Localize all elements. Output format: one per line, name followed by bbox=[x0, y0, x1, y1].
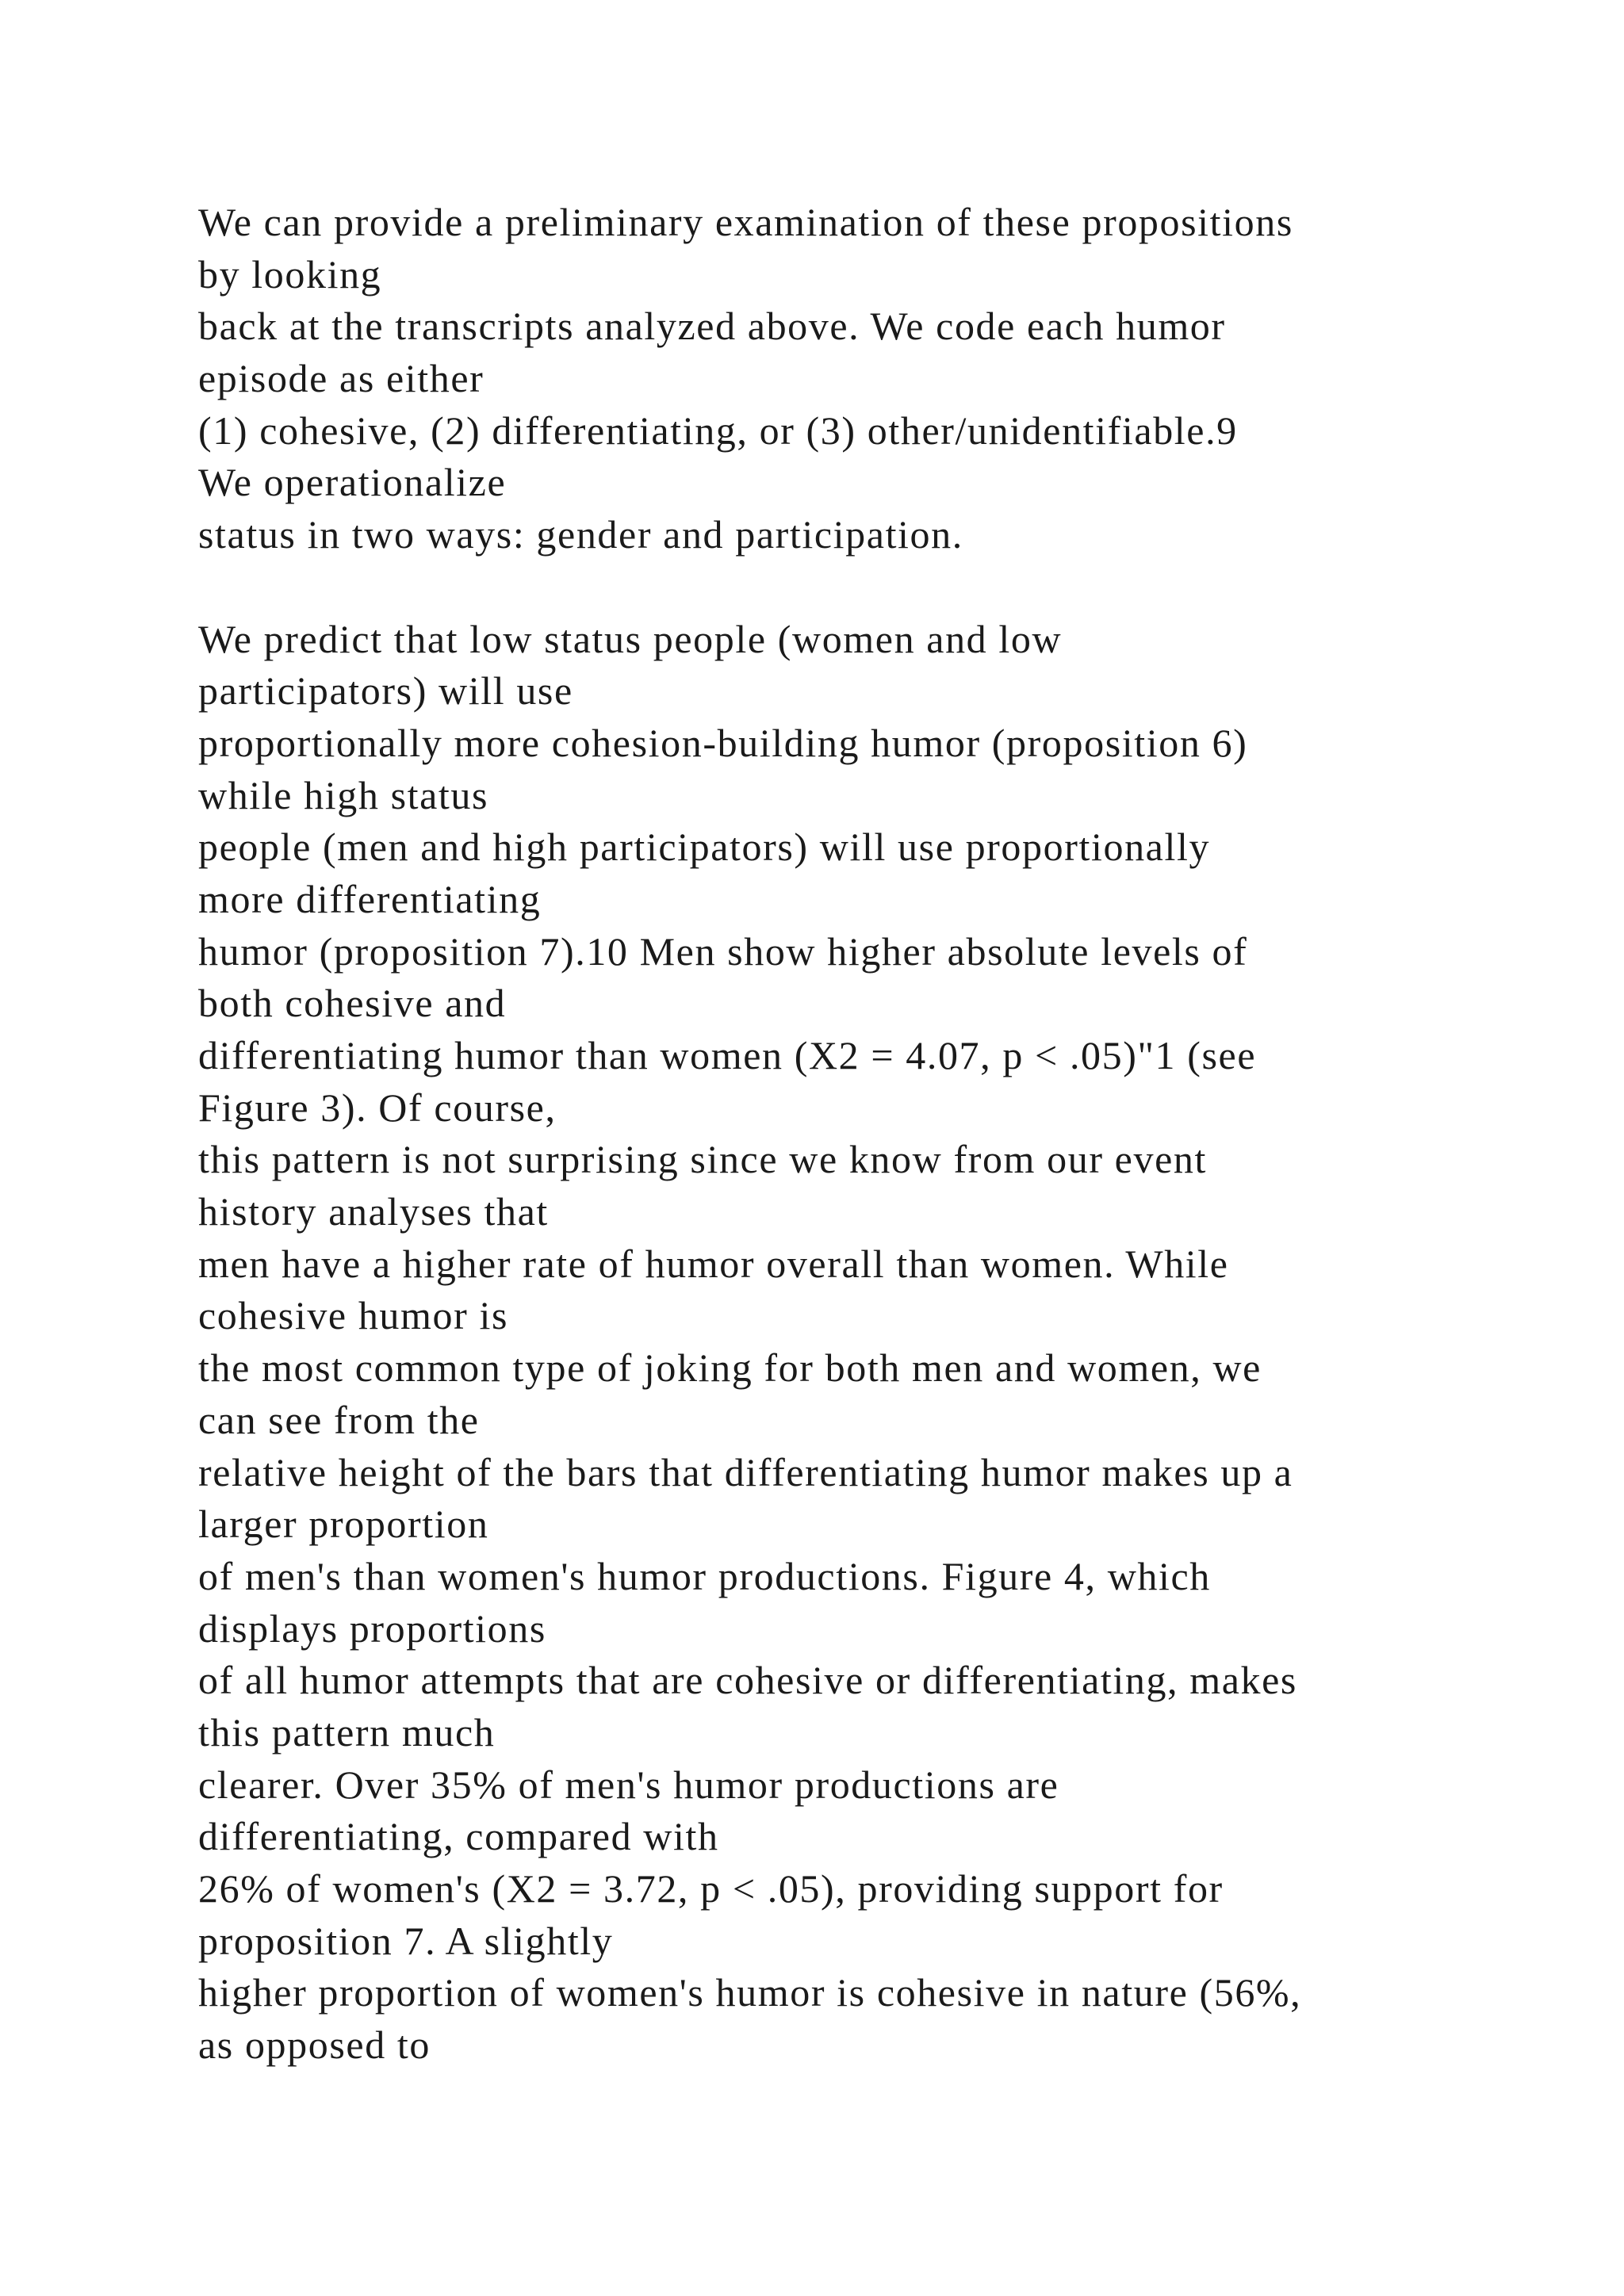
text-line: men have a higher rate of humor overall than women. While bbox=[198, 1241, 1229, 1286]
text-line: history analyses that bbox=[198, 1189, 549, 1234]
text-line: We can provide a preliminary examination of these propositions bbox=[198, 200, 1293, 244]
text-line: proportionally more cohesion-building humor (proposition 6) bbox=[198, 720, 1248, 765]
text-line: this pattern much bbox=[198, 1709, 496, 1755]
text-line: larger proportion bbox=[198, 1502, 489, 1547]
body-text bbox=[198, 197, 1546, 2072]
text-line: Figure 3). Of course, bbox=[198, 1085, 557, 1130]
text-line: participators) will use bbox=[198, 668, 573, 714]
text-line: while high status bbox=[198, 772, 489, 817]
text-line: differentiating, compared with bbox=[198, 1814, 719, 1859]
text-line: cohesive humor is bbox=[198, 1293, 509, 1338]
text-line: by looking bbox=[198, 251, 382, 297]
text-line: humor (proposition 7).10 Men show higher absolute levels of bbox=[198, 928, 1248, 974]
text-line: the most common type of joking for both men and women, we bbox=[198, 1345, 1262, 1391]
paragraph-break bbox=[198, 561, 1546, 614]
text-line: both cohesive and bbox=[198, 981, 507, 1026]
paragraph-2 bbox=[198, 614, 1546, 2072]
text-line: episode as either bbox=[198, 356, 485, 401]
text-line: more differentiating bbox=[198, 876, 542, 921]
text-line: of all humor attempts that are cohesive or differentiating, makes bbox=[198, 1658, 1297, 1703]
text-line: of men's than women's humor productions. Figure 4, which bbox=[198, 1553, 1211, 1598]
text-line: this pattern is not surprising since we know from our event bbox=[198, 1137, 1207, 1182]
text-line: clearer. Over 35% of men's humor productions are bbox=[198, 1762, 1059, 1807]
text-line: can see from the bbox=[198, 1397, 480, 1442]
text-line: We operationalize bbox=[198, 460, 507, 505]
text-line: 26% of women's (X2 = 3.72, p < .05), providing support for bbox=[198, 1866, 1224, 1911]
text-line: higher proportion of women's humor is cohesive in nature (56%, bbox=[198, 1970, 1302, 2015]
text-line: displays proportions bbox=[198, 1605, 546, 1651]
text-line: status in two ways: gender and participation. bbox=[198, 512, 963, 557]
text-line: back at the transcripts analyzed above. We code each humor bbox=[198, 304, 1226, 349]
text-line: people (men and high participators) will use proportionally bbox=[198, 825, 1211, 870]
text-line: differentiating humor than women (X2 = 4.07, p < .05)"1 (see bbox=[198, 1033, 1257, 1077]
text-line: We predict that low status people (women and low bbox=[198, 616, 1063, 661]
text-line: relative height of the bars that differentiating humor makes up a bbox=[198, 1449, 1293, 1494]
text-line: proposition 7. A slightly bbox=[198, 1918, 614, 1963]
text-line: (1) cohesive, (2) differentiating, or (3) other/unidentifiable.9 bbox=[198, 408, 1238, 453]
text-line: as opposed to bbox=[198, 2022, 431, 2068]
paragraph-1 bbox=[198, 197, 1546, 561]
